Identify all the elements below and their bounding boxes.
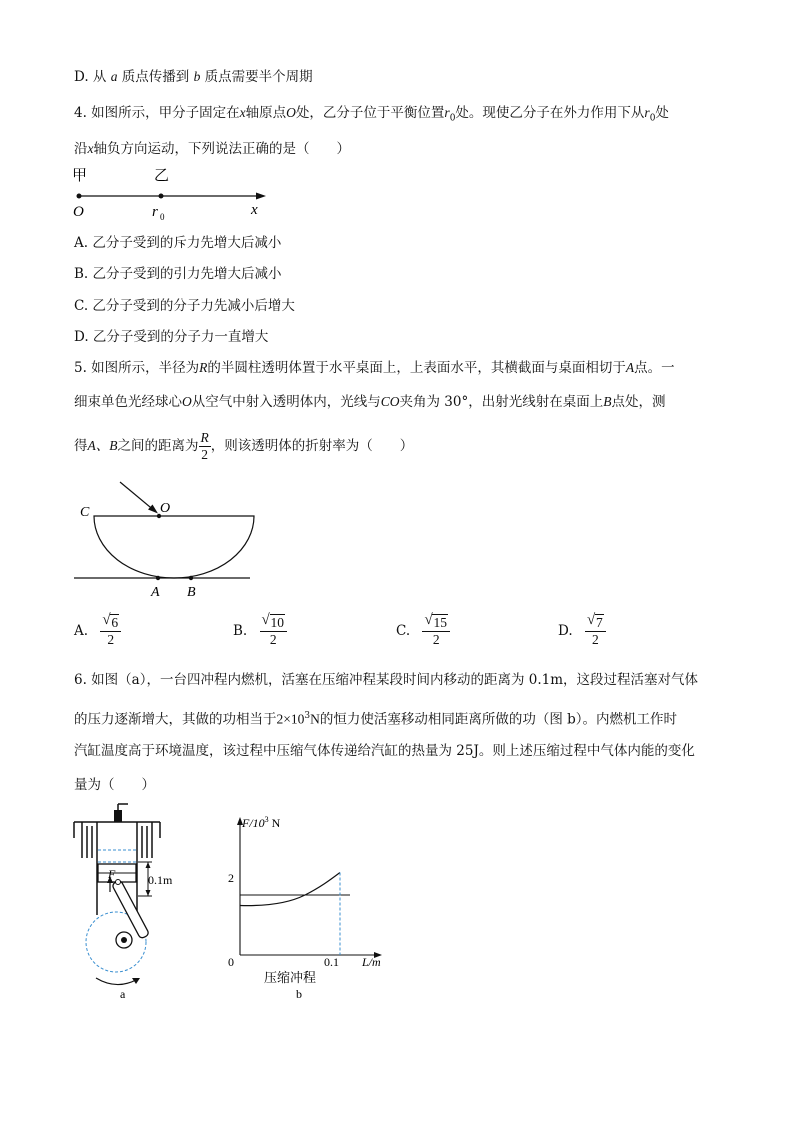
q4-option-d: D. 乙分子受到的分子力一直增大 (74, 329, 269, 345)
q6-chart-title: 压缩冲程 (264, 970, 317, 985)
q6-dist-arrow-down-icon (146, 890, 151, 896)
q6-stem-line-2 (74, 706, 677, 730)
q6-force-value: 2×10 (276, 711, 305, 727)
q5-option-fraction: √ 6 2 (100, 614, 121, 648)
q5-point-b-dot (189, 576, 193, 580)
q5-var-r: R (199, 360, 208, 375)
q4-var-r: r (444, 105, 450, 120)
q5-text: 的半圆柱透明体置于水平桌面上，上表面水平，其横截面与桌面相切于 (207, 360, 626, 376)
q5-option-denominator: 2 (107, 632, 115, 647)
q6-chart-y-label: $F/10^3$ N (242, 815, 281, 830)
q5-option-d (558, 614, 606, 648)
q4-text: 处。现使乙分子在外力作用下从 (455, 105, 645, 121)
q5-var-a: A (625, 360, 635, 375)
q4-text: 处 (655, 105, 669, 121)
q5-fig-a: A (151, 585, 160, 600)
q6-crankshaft-center (121, 937, 127, 943)
q4-molecule-yi-dot (159, 194, 164, 199)
q5-option-radicand: 10 (270, 615, 285, 630)
q4-molecule-jia-dot (77, 194, 82, 199)
q5-point-a-dot (156, 576, 160, 580)
q4-var-o: O (286, 105, 296, 120)
q5-text: 得 (74, 438, 88, 454)
q5-fig-b: B (187, 585, 196, 600)
q5-fig-c: C (80, 505, 90, 520)
q6-rotation-arrow (96, 978, 136, 985)
q5-frac-den: 2 (201, 447, 208, 462)
q5-option-denominator: 2 (432, 632, 440, 647)
q4-fig-x: x (251, 202, 258, 218)
q4-fig-r-sub: 0 (160, 212, 165, 222)
q4-text: 沿 (74, 141, 88, 157)
q6-force-unit: N (310, 711, 320, 727)
q4-text: 处，乙分子位于平衡位置 (295, 105, 445, 121)
q6-dist-arrow-up-icon (146, 862, 151, 868)
q4-fig-yi: 乙 (154, 168, 170, 184)
q4-var-x: x (239, 105, 246, 120)
q4-var-r: r (644, 105, 650, 120)
q5-option-label: C. (396, 623, 411, 639)
q4-stem-line-2 (74, 139, 350, 159)
q3-optd-var-a: a (110, 69, 118, 84)
q5-option-denominator: 2 (269, 632, 277, 647)
q5-fraction-r-over-2 (199, 430, 211, 463)
q6-stem-line-1: 6. 如图（a），一台四冲程内燃机，活塞在压缩冲程某段时间内移动的距离为 0.1m，这段过程活塞对气体 (74, 672, 699, 688)
q5-option-c (396, 614, 450, 648)
q5-option-b (233, 614, 287, 648)
q5-stem-line-2 (74, 392, 666, 412)
q5-var-ab: A、B (87, 438, 118, 453)
q3-optd-text-1: D. 从 (74, 69, 107, 85)
q5-option-radicand: 6 (111, 615, 119, 630)
q5-text: 从空气中射入透明体内，光线与 (191, 394, 381, 410)
q5-var-b: B (603, 394, 612, 409)
q4-fig-jia: 甲 (72, 168, 88, 184)
q4-axis-figure (70, 164, 280, 224)
q4-fig-r: r (152, 204, 158, 220)
q6-text: 的恒力使活塞移动相同距离所做的功（图 b）。内燃机工作时 (319, 711, 678, 728)
q5-option-label: B. (233, 623, 248, 639)
q5-frac-num: R (200, 430, 209, 445)
q4-var-r-sub: 0 (449, 113, 456, 124)
q5-text: 点。一 (634, 360, 675, 376)
q4-text: 轴负方向运动，下列说法正确的是（ ） (93, 141, 350, 157)
q5-text: 夹角为 30°，出射光线射在桌面上 (399, 394, 604, 410)
q4-text: 轴原点 (245, 105, 287, 121)
q5-var-o: O (182, 394, 192, 409)
q5-semicircle-figure (70, 478, 260, 603)
q4-option-b: B. 乙分子受到的引力先增大后减小 (74, 266, 282, 282)
q6-chart-y-tick: 2 (228, 871, 234, 885)
q6-fig-f: F (108, 867, 116, 881)
q5-text: 5. 如图所示，半径为 (74, 360, 200, 376)
q6-chart-x-tick: 0.1 (324, 955, 339, 969)
q6-piston-pin (116, 880, 121, 885)
q6-chart-origin: 0 (228, 955, 234, 969)
q5-option-radicand: 15 (433, 615, 447, 630)
q6-force-exponent: 3 (304, 711, 311, 721)
q4-option-c: C. 乙分子受到的分子力先减小后增大 (74, 298, 295, 314)
q6-force-chart (220, 805, 395, 1005)
q5-fig-o: O (160, 501, 171, 516)
q4-text: 4. 如图所示，甲分子固定在 (74, 105, 240, 121)
q4-option-a: A. 乙分子受到的斥力先增大后减小 (74, 235, 282, 251)
q4-x-axis-arrow-icon (256, 193, 266, 200)
q6-chart-x-label: L/m (362, 955, 381, 969)
q5-text: 点处，测 (611, 394, 666, 410)
q5-option-a (74, 614, 121, 648)
q5-stem-line-1 (74, 358, 675, 378)
q5-option-radicand: 7 (595, 615, 603, 630)
q6-spark-plug-body (114, 810, 122, 822)
q4-var-r-sub: 0 (649, 113, 656, 124)
q6-engine-figure (70, 800, 173, 1005)
q5-text: 细束单色光经球心 (74, 394, 182, 410)
q6-fig-a-caption: a (120, 987, 126, 1001)
q5-option-fraction: √ 7 2 (585, 614, 606, 648)
q3-optd-text-2: 质点传播到 (121, 69, 190, 85)
q5-text: 之间的距离为 (117, 438, 199, 454)
q5-option-denominator: 2 (591, 632, 599, 647)
q5-option-fraction: √ 10 2 (260, 614, 288, 648)
q6-chart-force-curve (240, 873, 340, 906)
q6-chart-caption: b (296, 987, 302, 1001)
q6-connecting-rod (112, 880, 150, 939)
q4-fig-o: O (73, 204, 84, 220)
q5-stem-line-3 (74, 427, 413, 465)
q5-option-label: D. (558, 623, 573, 639)
q6-stem-line-3: 汽缸温度高于环境温度，该过程中压缩气体传递给汽缸的热量为 25J。则上述压缩过程中气体内能的变化 (74, 743, 695, 759)
q3-optd-var-b: b (193, 69, 201, 84)
q6-text: 的压力逐渐增大，其做的功相当于 (74, 711, 277, 728)
q5-option-fraction: √ 15 2 (422, 614, 450, 648)
q5-semicircle (94, 516, 254, 578)
q6-stem-line-4: 量为（ ） (74, 777, 155, 793)
q5-text: ，则该透明体的折射率为（ ） (210, 438, 414, 454)
q3-optd-text-3: 质点需要半个周期 (204, 69, 313, 85)
q3-option-d (74, 67, 313, 87)
q5-var-co: CO (380, 394, 400, 409)
q6-fig-dist: 0.1m (148, 873, 173, 887)
q5-option-label: A. (74, 623, 89, 639)
q4-stem-line-1 (74, 103, 669, 129)
q4-var-x: x (87, 141, 94, 156)
